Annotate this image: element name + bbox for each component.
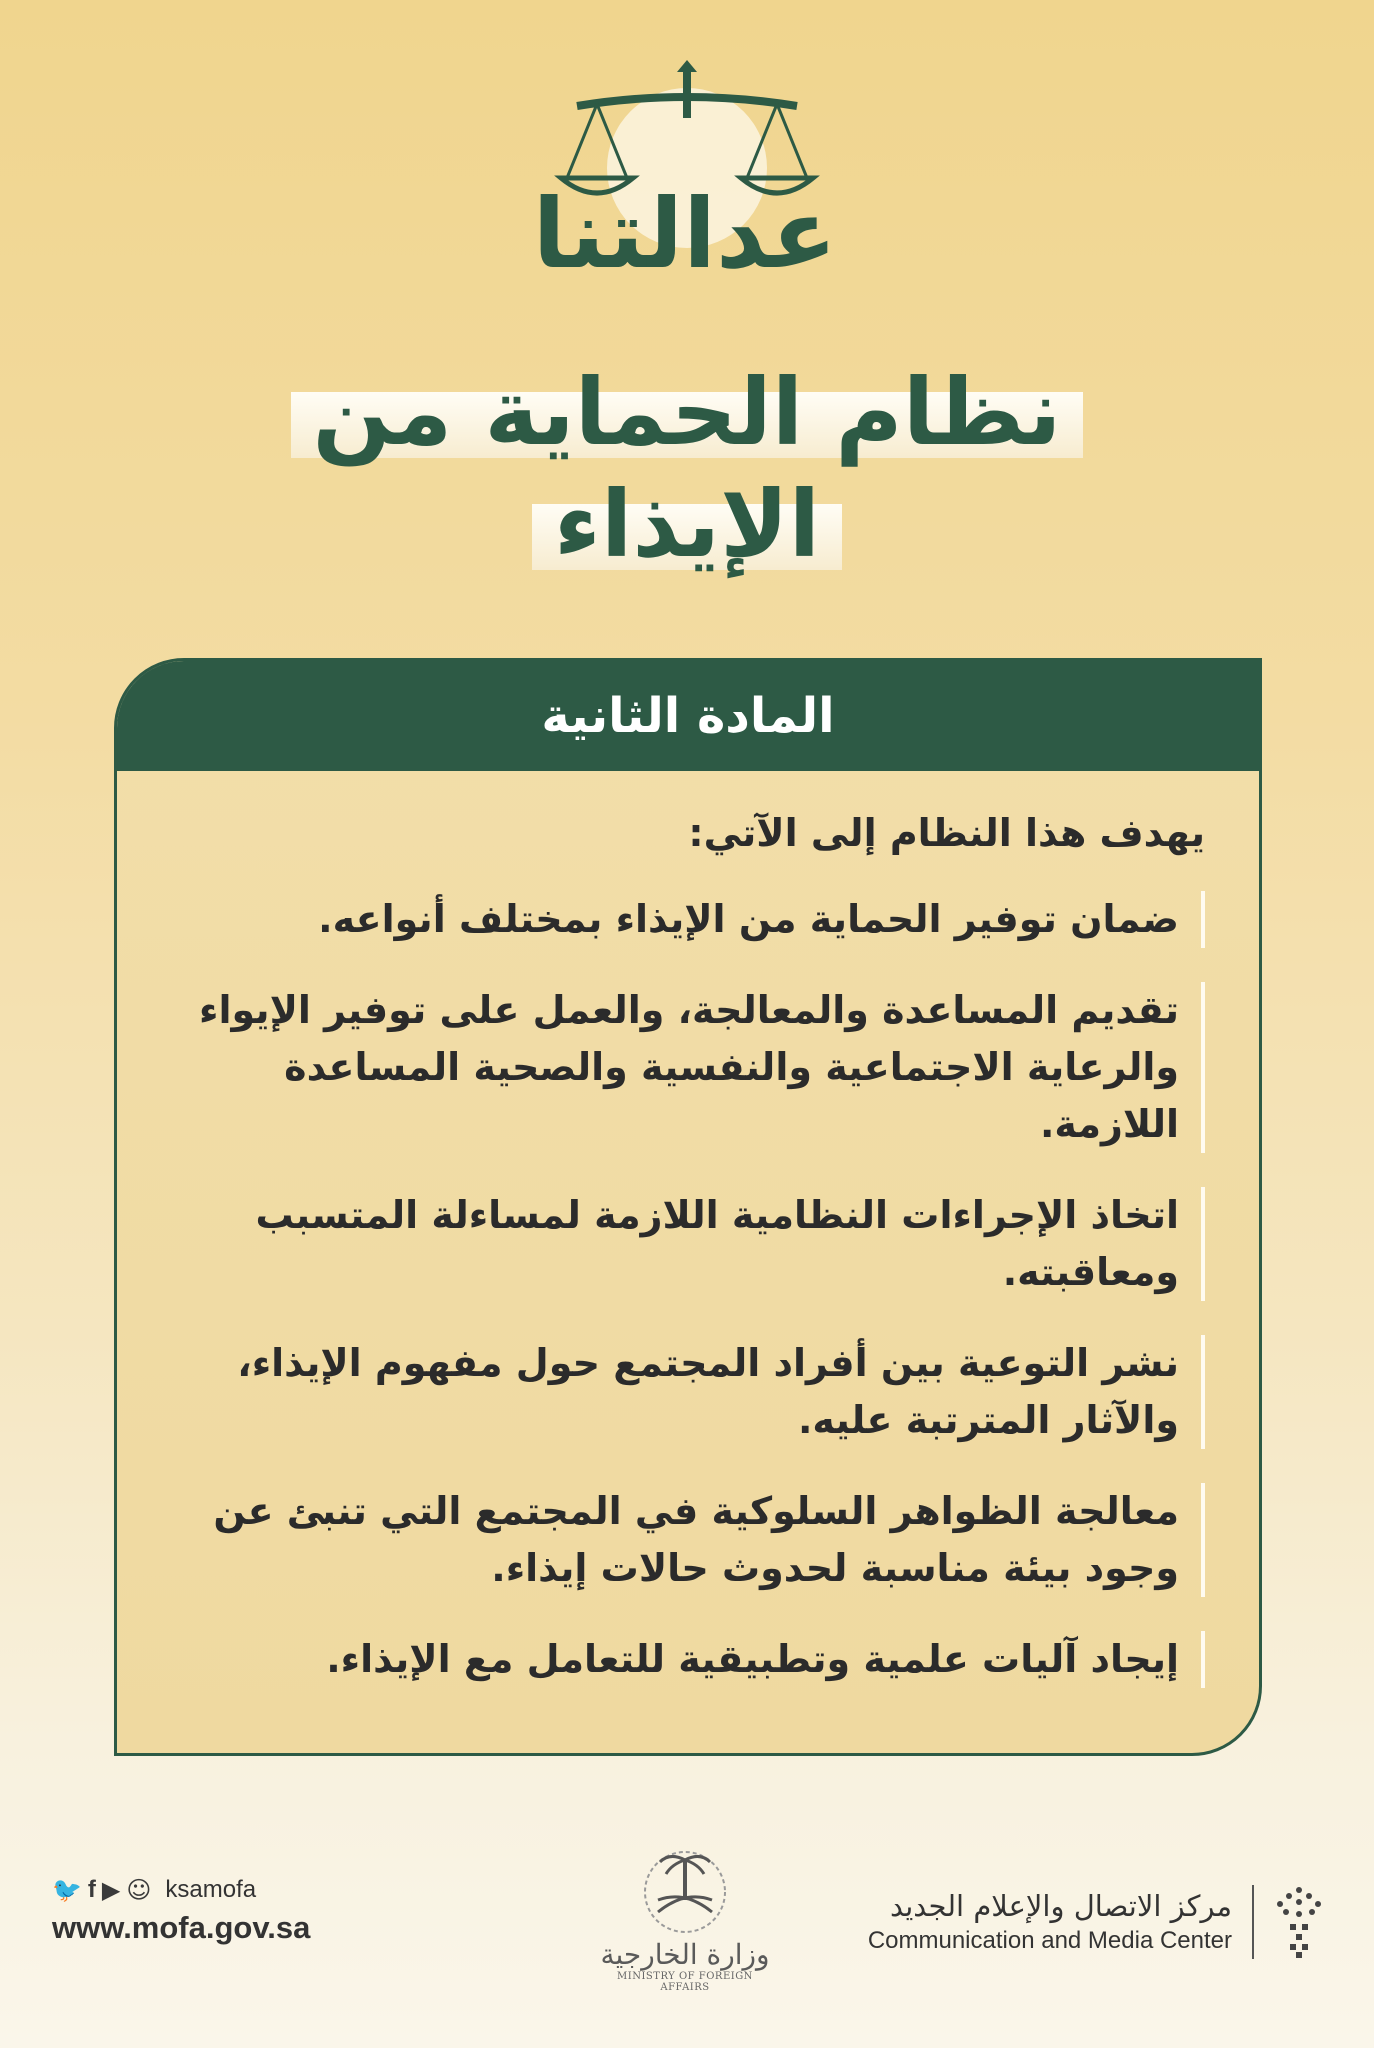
article-body [117, 771, 1259, 1688]
media-center-name-en: Communication and Media Center [867, 1927, 1232, 1954]
palm-swords-emblem-icon [640, 1840, 730, 1940]
article-heading: المادة الثانية [117, 661, 1259, 771]
logo-wordmark: عدالتنا [532, 178, 837, 290]
footer [0, 1830, 1374, 2030]
list-item: إيجاد آليات علمية وتطبيقية للتعامل مع الإيذاء. [157, 1631, 1205, 1688]
media-center-name-ar: مركز الاتصال والإعلام الجديد [889, 1889, 1232, 1923]
youtube-icon[interactable]: ▶ [101, 1876, 121, 1904]
adalatna-logo [532, 58, 837, 308]
twitter-icon[interactable]: 🐦 [52, 1876, 82, 1904]
snapchat-icon[interactable]: ☺ [126, 1876, 152, 1904]
mofa-logo [600, 1840, 770, 1993]
title-line-1: نظام الحماية من [291, 360, 1084, 466]
divider [1252, 1885, 1254, 1959]
page-title [0, 360, 1374, 578]
media-center-logo [868, 1884, 1324, 1960]
website-link[interactable]: www.mofa.gov.sa [52, 1910, 311, 1945]
facebook-icon[interactable]: f [87, 1876, 96, 1903]
article-card [114, 658, 1262, 1756]
article-intro: يهدف هذا النظام إلى الآتي: [688, 811, 1205, 855]
list-item: تقديم المساعدة والمعالجة، والعمل على توفير الإيواء والرعاية الاجتماعية والنفسية والصحية المساعدة اللازمة. [157, 982, 1205, 1153]
ministry-name-ar: وزارة الخارجية [600, 1938, 770, 1971]
ministry-name-en: MINISTRY OF FOREIGN AFFAIRS [617, 1970, 753, 1993]
list-item: اتخاذ الإجراءات النظامية اللازمة لمساءلة المتسبب ومعاقبته. [157, 1187, 1205, 1301]
list-item: ضمان توفير الحماية من الإيذاء بمختلف أنواعه. [157, 891, 1205, 948]
social-handle[interactable]: ksamofa [165, 1876, 257, 1903]
social-block [52, 1876, 310, 1946]
title-line-2: الإيذاء [532, 472, 842, 578]
list-item: معالجة الظواهر السلوكية في المجتمع التي تنبئ عن وجود بيئة مناسبة لحدوث حالات إيذاء. [157, 1483, 1205, 1597]
list-item: نشر التوعية بين أفراد المجتمع حول مفهوم الإيذاء، والآثار المترتبة عليه. [157, 1335, 1205, 1449]
dotted-palm-icon [1274, 1884, 1324, 1960]
